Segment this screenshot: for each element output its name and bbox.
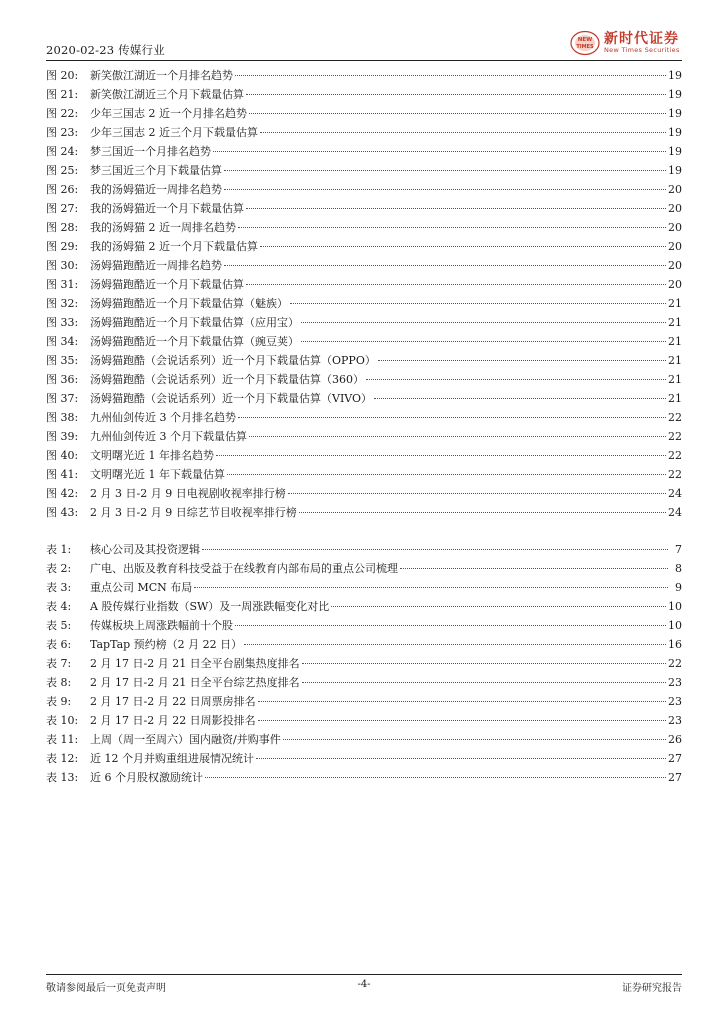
table-entry-page: 8 (675, 562, 682, 575)
figure-entry-label: 图 23: (46, 126, 79, 139)
figure-entry-page: 19 (668, 69, 682, 82)
dot-leader (301, 322, 666, 323)
header-date-section: 2020-02-23 传媒行业 (46, 43, 165, 57)
table-entry-title: 广电、出版及教育科技受益于在线教育内部布局的重点公司梳理 (90, 562, 398, 575)
figure-entry[interactable] (46, 275, 682, 294)
table-entry-title: 近 6 个月股权激励统计 (90, 771, 203, 784)
dot-leader (249, 436, 666, 437)
header-divider (46, 60, 682, 61)
figure-entry-label: 图 21: (46, 88, 79, 101)
dot-leader (299, 512, 666, 513)
figure-entry[interactable] (46, 161, 682, 180)
dot-leader (216, 455, 666, 456)
figure-entry-title: 汤姆猫跑酷（会说话系列）近一个月下载量估算（OPPO） (90, 354, 376, 367)
figure-entry-label: 图 27: (46, 202, 79, 215)
figure-entry-page: 19 (668, 164, 682, 177)
figure-entry-title: 梦三国近三个月下载量估算 (90, 164, 222, 177)
table-entry-label: 表 2: (46, 562, 72, 575)
figure-entry[interactable] (46, 180, 682, 199)
figure-entry-title: 新笑傲江湖近三个月下载量估算 (90, 88, 244, 101)
svg-text:TIMES: TIMES (576, 44, 594, 50)
figure-entry[interactable] (46, 351, 682, 370)
logo-name-en: New Times Securities (604, 46, 680, 54)
figure-entry-label: 图 24: (46, 145, 79, 158)
table-entry[interactable] (46, 673, 682, 692)
new-times-logo-icon (570, 30, 600, 56)
table-entry-label: 表 1: (46, 543, 72, 556)
figure-entry[interactable] (46, 85, 682, 104)
figure-entry-label: 图 32: (46, 297, 79, 310)
figure-entry-label: 图 38: (46, 411, 79, 424)
figure-entry[interactable] (46, 142, 682, 161)
table-entry[interactable] (46, 768, 682, 787)
figure-entry-page: 20 (668, 202, 682, 215)
figure-entry-label: 图 40: (46, 449, 79, 462)
figure-entry-title: 我的汤姆猫 2 近一个月下载量估算 (90, 240, 258, 253)
dot-leader (302, 663, 666, 664)
figure-entry-page: 22 (668, 468, 682, 481)
dot-leader (301, 341, 666, 342)
dot-leader (205, 777, 666, 778)
figure-entry-label: 图 43: (46, 506, 79, 519)
figure-entry[interactable] (46, 313, 682, 332)
figure-entry[interactable] (46, 427, 682, 446)
figure-entry-page: 24 (668, 506, 682, 519)
figure-entry[interactable] (46, 332, 682, 351)
figure-entry-page: 20 (668, 240, 682, 253)
dot-leader (374, 398, 666, 399)
company-logo (570, 28, 680, 58)
figure-entry[interactable] (46, 199, 682, 218)
figure-entry-title: 文明曙光近 1 年下载量估算 (90, 468, 225, 481)
figure-entry-label: 图 29: (46, 240, 79, 253)
table-entry[interactable] (46, 654, 682, 673)
figure-entry-page: 19 (668, 145, 682, 158)
figure-entry-page: 19 (668, 126, 682, 139)
table-entry[interactable] (46, 749, 682, 768)
table-entry-label: 表 3: (46, 581, 72, 594)
figure-entry-page: 21 (668, 392, 682, 405)
table-entry[interactable] (46, 578, 682, 597)
figure-entry[interactable] (46, 123, 682, 142)
table-entry-page: 26 (668, 733, 682, 746)
table-entry-page: 27 (668, 752, 682, 765)
figure-entry-page: 20 (668, 259, 682, 272)
table-entry[interactable] (46, 711, 682, 730)
figure-entry-label: 图 39: (46, 430, 79, 443)
table-index (46, 540, 682, 787)
table-entry[interactable] (46, 635, 682, 654)
figure-entry-page: 21 (668, 373, 682, 386)
figure-entry-title: 2 月 3 日-2 月 9 日综艺节目收视率排行榜 (90, 506, 297, 519)
figure-entry-label: 图 26: (46, 183, 79, 196)
figure-entry-page: 21 (668, 297, 682, 310)
figure-entry[interactable] (46, 408, 682, 427)
page-footer (46, 974, 682, 999)
table-entry-title: 重点公司 MCN 布局 (90, 581, 193, 594)
table-entry-title: 2 月 17 日-2 月 22 日周影投排名 (90, 714, 256, 727)
table-entry-title: TapTap 预约榜（2 月 22 日） (90, 638, 243, 651)
figure-entry-title: 我的汤姆猫 2 近一周排名趋势 (90, 221, 236, 234)
figure-entry-page: 24 (668, 487, 682, 500)
figure-entry-label: 图 41: (46, 468, 79, 481)
figure-entry-label: 图 36: (46, 373, 79, 386)
dot-leader (256, 758, 666, 759)
figure-entry-page: 22 (668, 430, 682, 443)
figure-entry[interactable] (46, 370, 682, 389)
footer-report-type: 证券研究报告 (622, 983, 682, 994)
figure-entry-title: 汤姆猫跑酷近一个月下载量估算 (90, 278, 244, 291)
dot-leader (288, 493, 666, 494)
table-entry[interactable] (46, 540, 682, 559)
figure-entry-page: 21 (668, 354, 682, 367)
figure-entry-title: 汤姆猫跑酷（会说话系列）近一个月下载量估算（360） (90, 373, 364, 386)
figure-entry-title: 新笑傲江湖近一个月排名趋势 (90, 69, 233, 82)
figure-entry[interactable] (46, 465, 682, 484)
table-entry[interactable] (46, 559, 682, 578)
figure-entry-label: 图 20: (46, 69, 79, 82)
table-entry-label: 表 13: (46, 771, 79, 784)
table-entry[interactable] (46, 597, 682, 616)
figure-entry[interactable] (46, 446, 682, 465)
dot-leader (244, 644, 666, 645)
table-entry-page: 7 (675, 543, 682, 556)
table-entry-title: 2 月 17 日-2 月 22 日周票房排名 (90, 695, 256, 708)
dot-leader (227, 474, 666, 475)
table-entry-title: 近 12 个月并购重组进展情况统计 (90, 752, 254, 765)
figure-entry-title: 文明曙光近 1 年排名趋势 (90, 449, 214, 462)
figure-entry[interactable] (46, 66, 682, 85)
figure-entry-label: 图 37: (46, 392, 79, 405)
dot-leader (283, 739, 666, 740)
dot-leader (260, 132, 666, 133)
figure-entry-label: 图 22: (46, 107, 79, 120)
figure-entry-title: 汤姆猫跑酷（会说话系列）近一个月下载量估算（VIVO） (90, 392, 373, 405)
table-entry-title: 2 月 17 日-2 月 21 日全平台综艺热度排名 (90, 676, 300, 689)
dot-leader (194, 587, 668, 588)
dot-leader (235, 625, 666, 626)
table-entry-label: 表 4: (46, 600, 72, 613)
figure-entry-page: 21 (668, 335, 682, 348)
dot-leader (246, 94, 666, 95)
figure-entry[interactable] (46, 256, 682, 275)
dot-leader (366, 379, 666, 380)
figure-index (46, 66, 682, 522)
table-entry[interactable] (46, 730, 682, 749)
figure-entry-page: 20 (668, 183, 682, 196)
dot-leader (224, 265, 666, 266)
figure-entry[interactable] (46, 104, 682, 123)
table-entry-label: 表 12: (46, 752, 79, 765)
table-entry-label: 表 7: (46, 657, 72, 670)
figure-entry-page: 21 (668, 316, 682, 329)
figure-entry-page: 20 (668, 278, 682, 291)
table-entry-label: 表 11: (46, 733, 79, 746)
figure-entry-label: 图 28: (46, 221, 79, 234)
table-entry-label: 表 5: (46, 619, 72, 632)
dot-leader (224, 170, 666, 171)
dot-leader (202, 549, 668, 550)
footer-page-number: -4- (357, 979, 371, 990)
figure-entry-label: 图 33: (46, 316, 79, 329)
figure-entry[interactable] (46, 294, 682, 313)
figure-entry-title: 我的汤姆猫近一周排名趋势 (90, 183, 222, 196)
dot-leader (238, 417, 666, 418)
figure-entry-title: 汤姆猫跑酷近一个月下载量估算（应用宝） (90, 316, 299, 329)
figure-entry-title: 汤姆猫跑酷近一个月下载量估算（魅族） (90, 297, 288, 310)
logo-name-cn: 新时代证券 (604, 31, 679, 47)
table-entry[interactable] (46, 692, 682, 711)
dot-leader (260, 246, 666, 247)
figure-entry-label: 图 35: (46, 354, 79, 367)
figure-entry-title: 我的汤姆猫近一个月下载量估算 (90, 202, 244, 215)
figure-entry-label: 图 34: (46, 335, 79, 348)
table-entry-page: 23 (668, 714, 682, 727)
table-entry-title: 核心公司及其投资逻辑 (90, 543, 200, 556)
table-entry[interactable] (46, 616, 682, 635)
table-entry-page: 27 (668, 771, 682, 784)
figure-entry-label: 图 42: (46, 487, 79, 500)
figure-entry-title: 汤姆猫跑酷近一个月下载量估算（豌豆荚） (90, 335, 299, 348)
figure-entry-title: 少年三国志 2 近三个月下载量估算 (90, 126, 258, 139)
figure-entry[interactable] (46, 484, 682, 503)
figure-entry-page: 22 (668, 411, 682, 424)
figure-entry-page: 19 (668, 88, 682, 101)
figure-entry-title: 2 月 3 日-2 月 9 日电视剧收视率排行榜 (90, 487, 286, 500)
figure-entry-title: 汤姆猫跑酷近一周排名趋势 (90, 259, 222, 272)
dot-leader (224, 189, 666, 190)
table-entry-page: 23 (668, 695, 682, 708)
table-entry-page: 23 (668, 676, 682, 689)
dot-leader (246, 208, 666, 209)
figure-entry[interactable] (46, 503, 682, 522)
table-entry-label: 表 9: (46, 695, 72, 708)
table-entry-title: 上周（周一至周六）国内融资/并购事件 (90, 733, 281, 746)
footer-disclaimer: 敬请参阅最后一页免责声明 (46, 983, 166, 994)
table-entry-label: 表 10: (46, 714, 79, 727)
dot-leader (213, 151, 666, 152)
footer-divider (46, 974, 682, 975)
table-entry-page: 10 (668, 619, 682, 632)
dot-leader (331, 606, 666, 607)
figure-entry-label: 图 25: (46, 164, 79, 177)
table-entry-title: 传媒板块上周涨跌幅前十个股 (90, 619, 233, 632)
figure-entry-page: 22 (668, 449, 682, 462)
table-entry-page: 9 (675, 581, 682, 594)
dot-leader (378, 360, 666, 361)
figure-entry-title: 梦三国近一个月排名趋势 (90, 145, 211, 158)
figure-entry-title: 少年三国志 2 近一个月排名趋势 (90, 107, 247, 120)
dot-leader (258, 720, 666, 721)
dot-leader (258, 701, 666, 702)
dot-leader (302, 682, 666, 683)
figure-entry[interactable] (46, 389, 682, 408)
table-entry-page: 22 (668, 657, 682, 670)
table-entry-page: 16 (668, 638, 682, 651)
dot-leader (400, 568, 668, 569)
figure-entry-title: 九州仙剑传近 3 个月排名趋势 (90, 411, 236, 424)
table-entry-label: 表 6: (46, 638, 72, 651)
figure-entry[interactable] (46, 218, 682, 237)
table-entry-label: 表 8: (46, 676, 72, 689)
table-entry-page: 10 (668, 600, 682, 613)
table-entry-title: A 股传媒行业指数（SW）及一周涨跌幅变化对比 (90, 600, 330, 613)
figure-entry-label: 图 30: (46, 259, 79, 272)
dot-leader (249, 113, 666, 114)
figure-entry[interactable] (46, 237, 682, 256)
figure-entry-page: 19 (668, 107, 682, 120)
dot-leader (238, 227, 666, 228)
dot-leader (290, 303, 666, 304)
dot-leader (235, 75, 666, 76)
figure-entry-title: 九州仙剑传近 3 个月下载量估算 (90, 430, 247, 443)
page-header (46, 28, 682, 62)
figure-entry-label: 图 31: (46, 278, 79, 291)
table-entry-title: 2 月 17 日-2 月 21 日全平台剧集热度排名 (90, 657, 300, 670)
dot-leader (246, 284, 666, 285)
figure-entry-page: 20 (668, 221, 682, 234)
svg-text:NEW: NEW (577, 37, 593, 43)
